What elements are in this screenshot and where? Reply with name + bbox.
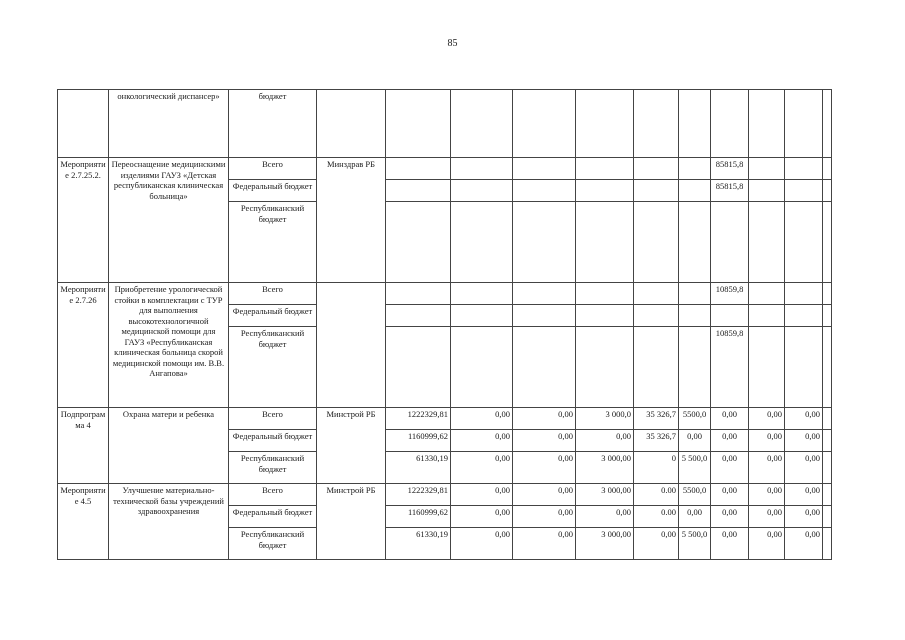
value-cell: 0,00 — [451, 528, 513, 560]
table-row — [58, 158, 832, 180]
value-cell: 0,00 — [785, 484, 823, 506]
value-cell — [451, 327, 513, 408]
funding-source-cell: Федеральный бюджет — [229, 506, 317, 528]
value-cell — [513, 180, 576, 202]
value-cell — [679, 283, 711, 305]
row-code-cell: Мероприятие 2.7.25.2. — [58, 158, 109, 283]
value-cell — [679, 90, 711, 158]
row-code-cell — [58, 90, 109, 158]
value-cell: 0,00 — [513, 408, 576, 430]
value-cell: 0,00 — [785, 408, 823, 430]
value-cell — [634, 283, 679, 305]
value-cell: 0,00 — [451, 430, 513, 452]
value-cell — [386, 283, 451, 305]
value-cell — [451, 202, 513, 283]
value-cell — [823, 430, 832, 452]
value-cell — [823, 327, 832, 408]
value-cell: 5 500,0 — [679, 452, 711, 484]
value-cell: 0,00 — [749, 452, 785, 484]
value-cell — [634, 327, 679, 408]
value-cell: 0.00 — [634, 506, 679, 528]
value-cell — [634, 158, 679, 180]
funding-source-cell: Всего — [229, 158, 317, 180]
value-cell — [785, 327, 823, 408]
value-cell — [823, 484, 832, 506]
value-cell — [823, 180, 832, 202]
value-cell — [785, 202, 823, 283]
value-cell — [386, 327, 451, 408]
value-cell — [451, 158, 513, 180]
value-cell: 1160999,62 — [386, 430, 451, 452]
value-cell — [451, 305, 513, 327]
value-cell: 0,00 — [513, 484, 576, 506]
row-code-cell: Подпрограмма 4 — [58, 408, 109, 484]
value-cell — [679, 158, 711, 180]
value-cell — [576, 90, 634, 158]
value-cell — [634, 90, 679, 158]
value-cell: 0,00 — [711, 484, 749, 506]
value-cell: 0,00 — [749, 484, 785, 506]
value-cell — [823, 506, 832, 528]
value-cell: 0,00 — [749, 408, 785, 430]
value-cell: 0,00 — [679, 430, 711, 452]
value-cell: 0,00 — [749, 506, 785, 528]
value-cell — [679, 305, 711, 327]
value-cell — [576, 327, 634, 408]
value-cell — [451, 90, 513, 158]
row-name-cell: Охрана матери и ребенка — [109, 408, 229, 484]
funding-source-cell: Республиканский бюджет — [229, 528, 317, 560]
value-cell: 0.00 — [634, 484, 679, 506]
value-cell — [513, 327, 576, 408]
value-cell — [386, 180, 451, 202]
value-cell: 3 000,00 — [576, 452, 634, 484]
value-cell: 0,00 — [576, 430, 634, 452]
value-cell: 5 500,0 — [679, 528, 711, 560]
value-cell — [785, 305, 823, 327]
budget-table — [57, 89, 832, 560]
value-cell — [711, 305, 749, 327]
value-cell: 0,00 — [513, 452, 576, 484]
value-cell — [513, 283, 576, 305]
value-cell — [513, 305, 576, 327]
value-cell: 3 000,0 — [576, 408, 634, 430]
executor-cell: Минстрой РБ — [317, 484, 386, 560]
value-cell — [386, 90, 451, 158]
value-cell: 5500,0 — [679, 408, 711, 430]
executor-cell — [317, 283, 386, 408]
value-cell — [785, 90, 823, 158]
table-row — [58, 408, 832, 430]
value-cell — [576, 202, 634, 283]
value-cell — [749, 180, 785, 202]
value-cell — [823, 528, 832, 560]
value-cell — [785, 158, 823, 180]
value-cell — [679, 180, 711, 202]
row-name-cell: Переоснащение медицинскими изделиями ГАУЗ «Детская республиканская клиническая больница» — [109, 158, 229, 283]
value-cell — [386, 305, 451, 327]
value-cell: 0,00 — [451, 452, 513, 484]
value-cell — [823, 283, 832, 305]
row-code-cell: Мероприятие 2.7.26 — [58, 283, 109, 408]
value-cell — [679, 202, 711, 283]
value-cell: 3 000,00 — [576, 528, 634, 560]
value-cell — [634, 180, 679, 202]
table-row — [58, 283, 832, 305]
value-cell: 0,00 — [785, 506, 823, 528]
table-row — [58, 484, 832, 506]
value-cell — [576, 305, 634, 327]
value-cell: 0,00 — [749, 430, 785, 452]
value-cell — [679, 327, 711, 408]
value-cell — [749, 305, 785, 327]
value-cell: 0,00 — [513, 506, 576, 528]
value-cell: 61330,19 — [386, 528, 451, 560]
funding-source-cell: Всего — [229, 283, 317, 305]
value-cell: 0,00 — [513, 528, 576, 560]
value-cell — [634, 202, 679, 283]
value-cell — [823, 452, 832, 484]
value-cell — [749, 202, 785, 283]
value-cell: 10859,8 — [711, 283, 749, 305]
value-cell: 1222329,81 — [386, 408, 451, 430]
value-cell — [823, 158, 832, 180]
funding-source-cell: Всего — [229, 408, 317, 430]
value-cell: 0,00 — [785, 430, 823, 452]
value-cell: 10859,8 — [711, 327, 749, 408]
funding-source-cell: бюджет — [229, 90, 317, 158]
value-cell — [451, 180, 513, 202]
value-cell: 0,00 — [576, 506, 634, 528]
value-cell: 0,00 — [785, 452, 823, 484]
row-name-cell: Приобретение урологической стойки в комплектации с ТУР для выполнения высокотехнологичной медицинской помощи для ГАУЗ «Республиканская клиническая больница скорой медицинской помощи им. В.В. Ангапова» — [109, 283, 229, 408]
value-cell — [386, 202, 451, 283]
value-cell: 0,00 — [711, 408, 749, 430]
funding-source-cell: Федеральный бюджет — [229, 305, 317, 327]
funding-source-cell: Федеральный бюджет — [229, 180, 317, 202]
row-code-cell: Мероприятие 4.5 — [58, 484, 109, 560]
value-cell: 61330,19 — [386, 452, 451, 484]
funding-source-cell: Республиканский бюджет — [229, 202, 317, 283]
value-cell: 5500,0 — [679, 484, 711, 506]
page-number: 85 — [447, 38, 458, 49]
value-cell — [513, 158, 576, 180]
value-cell: 0,00 — [785, 528, 823, 560]
value-cell — [823, 408, 832, 430]
value-cell: 0,00 — [451, 408, 513, 430]
value-cell — [823, 305, 832, 327]
value-cell: 0 — [634, 452, 679, 484]
value-cell: 85815,8 — [711, 158, 749, 180]
row-name-cell: онкологический диспансер» — [109, 90, 229, 158]
value-cell — [823, 202, 832, 283]
value-cell — [576, 283, 634, 305]
value-cell: 0,00 — [711, 430, 749, 452]
value-cell: 35 326,7 — [634, 430, 679, 452]
value-cell — [513, 202, 576, 283]
value-cell — [785, 283, 823, 305]
value-cell: 0,00 — [711, 452, 749, 484]
value-cell — [711, 90, 749, 158]
value-cell: 85815,8 — [711, 180, 749, 202]
value-cell — [785, 180, 823, 202]
value-cell: 0,00 — [513, 430, 576, 452]
executor-cell: Минстрой РБ — [317, 408, 386, 484]
value-cell — [749, 283, 785, 305]
value-cell — [749, 327, 785, 408]
value-cell — [749, 90, 785, 158]
executor-cell: Минздрав РБ — [317, 158, 386, 283]
funding-source-cell: Республиканский бюджет — [229, 452, 317, 484]
value-cell: 0,00 — [451, 506, 513, 528]
value-cell — [576, 180, 634, 202]
value-cell: 0,00 — [451, 484, 513, 506]
row-name-cell: Улучшение материально-технической базы учреждений здравоохранения — [109, 484, 229, 560]
value-cell: 35 326,7 — [634, 408, 679, 430]
value-cell: 0,00 — [634, 528, 679, 560]
funding-source-cell: Республиканский бюджет — [229, 327, 317, 408]
value-cell: 3 000,00 — [576, 484, 634, 506]
funding-source-cell: Федеральный бюджет — [229, 430, 317, 452]
value-cell: 1222329,81 — [386, 484, 451, 506]
value-cell: 0,00 — [711, 506, 749, 528]
value-cell — [749, 158, 785, 180]
table-row — [58, 90, 832, 158]
value-cell — [513, 90, 576, 158]
value-cell: 1160999,62 — [386, 506, 451, 528]
funding-source-cell: Всего — [229, 484, 317, 506]
value-cell — [823, 90, 832, 158]
value-cell — [386, 158, 451, 180]
value-cell — [634, 305, 679, 327]
executor-cell — [317, 90, 386, 158]
value-cell: 0,00 — [711, 528, 749, 560]
value-cell — [711, 202, 749, 283]
value-cell — [576, 158, 634, 180]
value-cell: 0,00 — [749, 528, 785, 560]
value-cell: 0,00 — [679, 506, 711, 528]
value-cell — [451, 283, 513, 305]
